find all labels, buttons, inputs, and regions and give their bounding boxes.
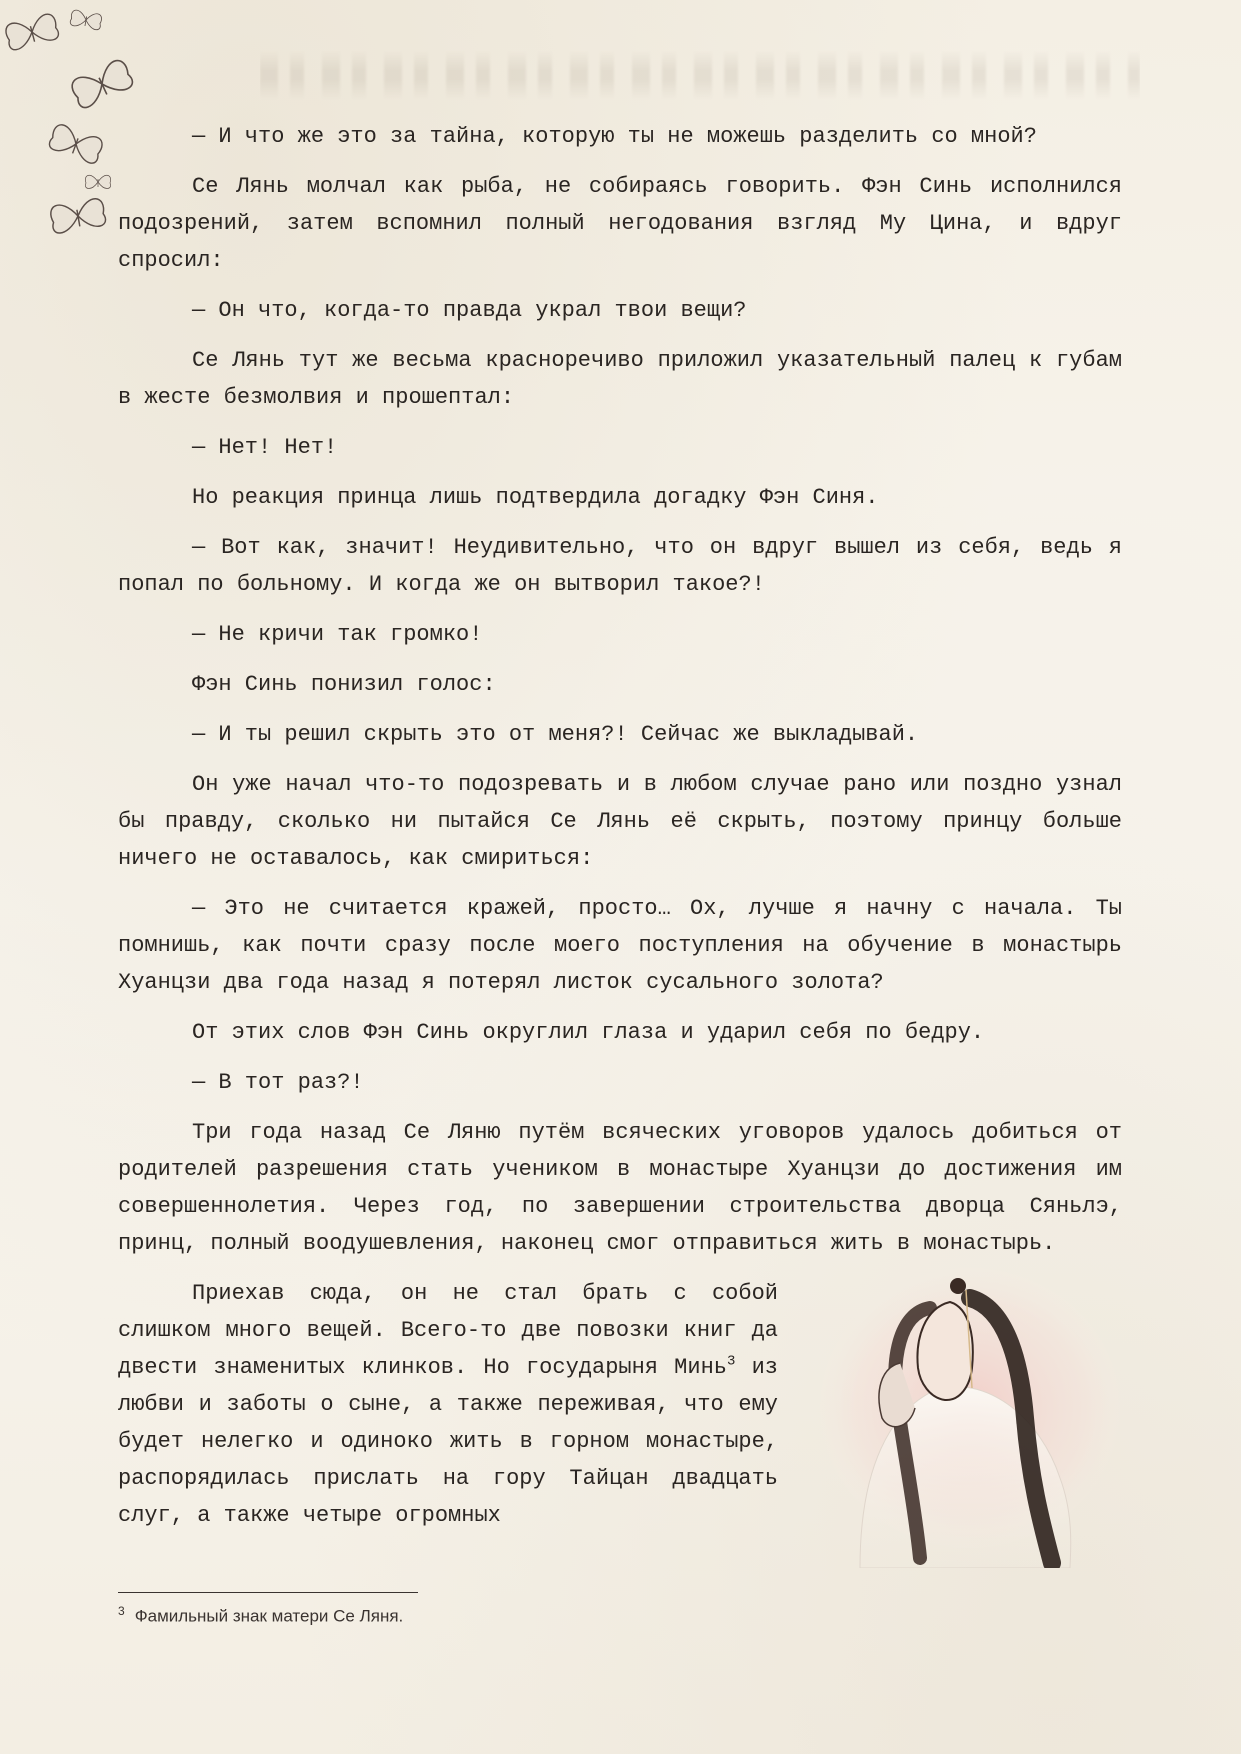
butterfly-icon bbox=[85, 175, 110, 188]
paragraph-text: Приехав сюда, он не стал брать с собой слишком много вещей. Всего-то две повозки книг да двести знаменитых клинков. Но государыня Минь bbox=[118, 1281, 778, 1380]
paragraph-with-footnote-ref bbox=[118, 1275, 778, 1534]
illustration-figures bbox=[820, 1268, 1130, 1568]
paragraph: — Вот как, значит! Неудивительно, что он вдруг вышел из себя, ведь я попал по больному. И когда же он вытворил такое?! bbox=[118, 535, 1122, 597]
paragraph: Но реакция принца лишь подтвердила догадку Фэн Синя. bbox=[192, 485, 879, 510]
paragraph: — И что же это за тайна, которую ты не можешь разделить со мной? bbox=[192, 124, 1037, 149]
paragraph: От этих слов Фэн Синь округлил глаза и ударил себя по бедру. bbox=[192, 1020, 985, 1045]
paragraph: — И ты решил скрыть это от меня?! Сейчас же выкладывай. bbox=[192, 722, 919, 747]
paragraph: Се Лянь тут же весьма красноречиво приложил указательный палец к губам в жесте безмолвия и прошептал: bbox=[118, 348, 1122, 410]
background-handwriting bbox=[260, 50, 1140, 110]
butterfly-icon bbox=[48, 123, 105, 165]
paragraph: Он уже начал что-то подозревать и в любом случае рано или поздно узнал бы правду, сколько ни пытайся Се Лянь её скрыть, поэтому принцу больше ничего не оставалось, как смириться: bbox=[118, 772, 1122, 871]
butterfly-icon bbox=[70, 9, 103, 30]
paragraph: Фэн Синь понизил голос: bbox=[192, 672, 496, 697]
paragraph: — Нет! Нет! bbox=[192, 435, 338, 460]
paragraph: — Не кричи так громко! bbox=[192, 622, 483, 647]
butterfly-icon bbox=[69, 58, 135, 110]
footnote-separator bbox=[118, 1592, 418, 1593]
footnote-number: 3 bbox=[118, 1604, 125, 1618]
paragraph: — Он что, когда-то правда украл твои вещи? bbox=[192, 298, 747, 323]
footnote bbox=[118, 1604, 918, 1627]
butterfly-icon bbox=[4, 12, 60, 51]
paragraph: — Это не считается кражей, просто… Ох, лучше я начну с начала. Ты помнишь, как почти сразу после моего поступления на обучение в монастырь Хуанцзи два года назад я потерял листок сусального золота? bbox=[118, 896, 1122, 995]
paragraph: Три года назад Се Ляню путём всяческих уговоров удалось добиться от родителей разрешения стать учеником в монастыре Хуанцзи до достижения им совершеннолетия. Через год, по завершении строительства дворца Сяньлэ, принц, полный воодушевления, наконец смог отправиться жить в монастырь. bbox=[118, 1120, 1122, 1256]
footnote-text: Фамильный знак матери Се Ляня. bbox=[134, 1606, 404, 1626]
paragraph-text: из любви и заботы о сыне, а также переживая, что ему будет нелегко и одиноко жить в горном монастыре, распорядилась прислать на гору Тайцан двадцать слуг, а также четыре огромных bbox=[118, 1355, 778, 1528]
footnote-reference[interactable]: 3 bbox=[727, 1353, 736, 1370]
butterfly-icon bbox=[49, 197, 106, 234]
paragraph: Се Лянь молчал как рыба, не собираясь говорить. Фэн Синь исполнился подозрений, затем вспомнил полный негодования взгляд Му Цина, и вдруг спросил: bbox=[118, 174, 1122, 273]
paragraph: — В тот раз?! bbox=[192, 1070, 364, 1095]
